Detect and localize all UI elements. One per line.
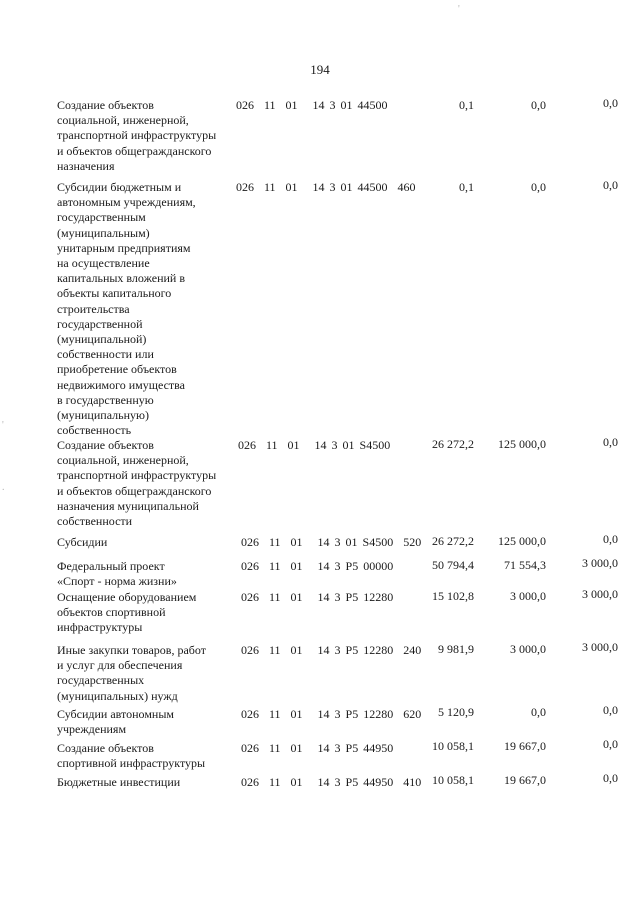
row-value-3: 0,0 bbox=[603, 771, 618, 785]
row-name: Создание объектов социальной, инженерной, транспортной инфраструктуры и объектов общегражданского назначения bbox=[57, 98, 217, 173]
row-code: 026 11 01 14 3 P5 12280 bbox=[241, 590, 394, 604]
scan-speck: ' bbox=[2, 420, 4, 431]
scan-speck: ' bbox=[458, 4, 460, 15]
row-value-3: 0,0 bbox=[603, 532, 618, 546]
row-value-3: 0,0 bbox=[603, 737, 618, 751]
row-value-1: 5 120,9 bbox=[438, 705, 474, 719]
row-code: 026 11 01 14 3 01 44500 460 bbox=[236, 180, 416, 194]
row-value-1: 0,1 bbox=[459, 180, 474, 194]
page-number: 194 bbox=[310, 62, 330, 77]
row-code: 026 11 01 14 3 01 44500 bbox=[236, 98, 388, 112]
row-value-1: 26 272,2 bbox=[432, 437, 474, 451]
row-name: Субсидии bbox=[57, 535, 108, 549]
row-name: Субсидии автономным учреждениям bbox=[57, 707, 174, 737]
row-code: 026 11 01 14 3 P5 44950 bbox=[241, 741, 394, 755]
row-value-2: 19 667,0 bbox=[504, 773, 546, 787]
row-name: Создание объектов спортивной инфраструктуры bbox=[57, 741, 206, 771]
row-value-2: 0,0 bbox=[531, 180, 546, 194]
row-value-3: 0,0 bbox=[603, 435, 618, 449]
row-name: Субсидии бюджетным и автономным учреждениям, государственным (муниципальным) унитарным предприятиям на осуществление капитальных вложений в объекты капитального строительства государственной (муниципальной) собственности или приобретение объектов недвижимого имущества в государственную (муниципальную) собственность bbox=[57, 180, 196, 438]
row-value-2: 125 000,0 bbox=[498, 534, 546, 548]
row-name: Бюджетные инвестиции bbox=[57, 775, 181, 789]
row-value-1: 10 058,1 bbox=[432, 773, 474, 787]
row-value-2: 0,0 bbox=[531, 705, 546, 719]
row-name: Иные закупки товаров, работ и услуг для обеспечения государственных (муниципальных) нужд bbox=[57, 643, 206, 703]
row-name: Создание объектов социальной, инженерной, транспортной инфраструктуры и объектов общегражданского назначения муниципальной собственности bbox=[57, 438, 217, 529]
row-value-1: 26 272,2 bbox=[432, 534, 474, 548]
row-code: 026 11 01 14 3 P5 12280 240 bbox=[241, 643, 422, 657]
row-value-2: 125 000,0 bbox=[498, 437, 546, 451]
row-value-3: 3 000,0 bbox=[582, 640, 618, 654]
row-value-2: 71 554,3 bbox=[504, 558, 546, 572]
row-value-1: 0,1 bbox=[459, 98, 474, 112]
row-value-1: 9 981,9 bbox=[438, 642, 474, 656]
row-value-2: 19 667,0 bbox=[504, 739, 546, 753]
row-value-2: 3 000,0 bbox=[510, 589, 546, 603]
row-code: 026 11 01 14 3 P5 00000 bbox=[241, 559, 394, 573]
row-name: Федеральный проект «Спорт - норма жизни» bbox=[57, 559, 177, 589]
row-value-3: 3 000,0 bbox=[582, 556, 618, 570]
row-code: 026 11 01 14 3 01 S4500 520 bbox=[241, 535, 422, 549]
row-value-1: 15 102,8 bbox=[432, 589, 474, 603]
row-code: 026 11 01 14 3 P5 44950 410 bbox=[241, 775, 422, 789]
row-code: 026 11 01 14 3 01 S4500 bbox=[238, 438, 391, 452]
row-value-3: 0,0 bbox=[603, 96, 618, 110]
row-value-3: 0,0 bbox=[603, 178, 618, 192]
row-value-1: 10 058,1 bbox=[432, 739, 474, 753]
row-value-2: 3 000,0 bbox=[510, 642, 546, 656]
row-value-1: 50 794,4 bbox=[432, 558, 474, 572]
row-value-2: 0,0 bbox=[531, 98, 546, 112]
row-code: 026 11 01 14 3 P5 12280 620 bbox=[241, 707, 422, 721]
scan-speck: . bbox=[2, 482, 5, 493]
row-name: Оснащение оборудованием объектов спортивной инфраструктуры bbox=[57, 590, 197, 635]
row-value-3: 0,0 bbox=[603, 703, 618, 717]
row-value-3: 3 000,0 bbox=[582, 587, 618, 601]
